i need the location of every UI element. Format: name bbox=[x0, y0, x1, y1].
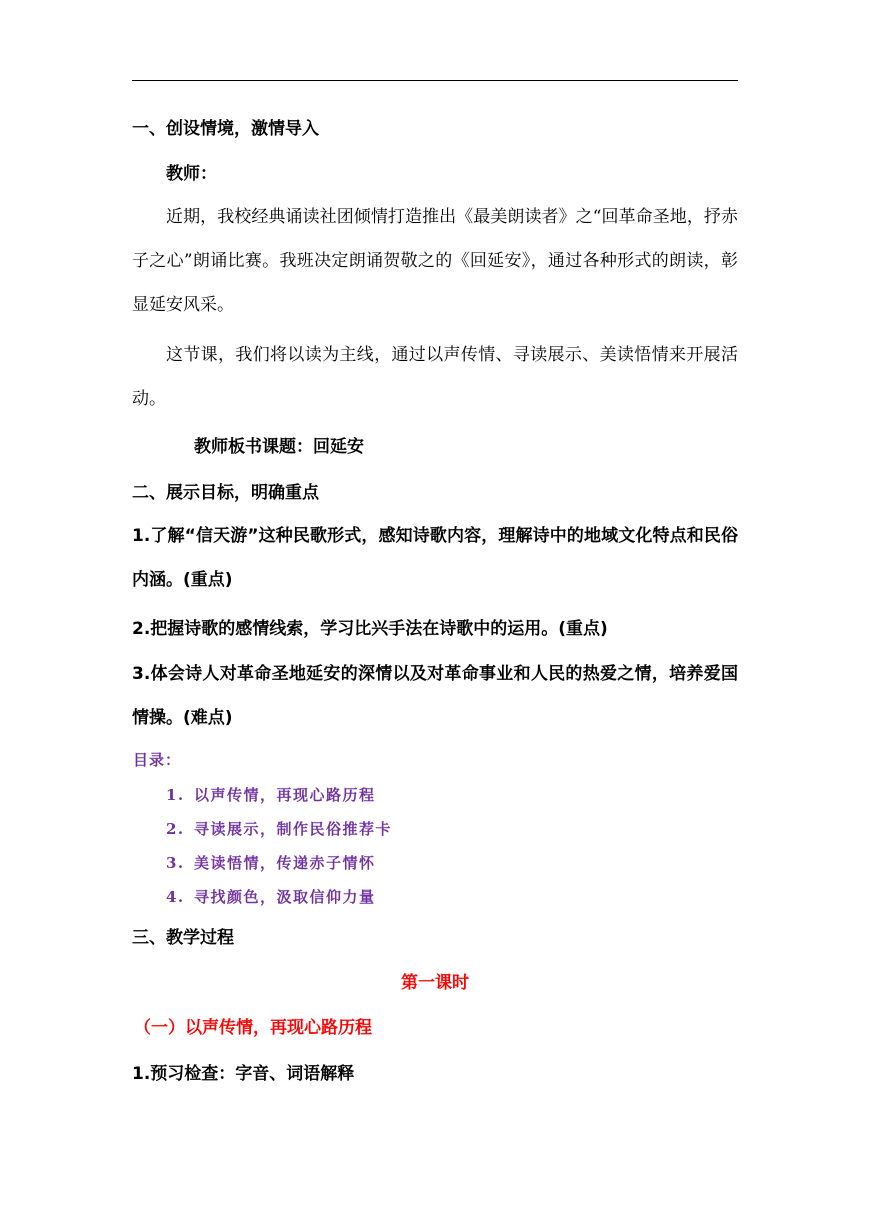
goal-1: 1.了解“信天游”这种民歌形式，感知诗歌内容，理解诗中的地域文化特点和民俗内涵。(重点) bbox=[132, 526, 738, 590]
toc-title: 目录： bbox=[133, 751, 182, 769]
toc-item-number: 3. bbox=[166, 854, 185, 872]
speaker-label: 教师： bbox=[166, 164, 217, 184]
section3-heading: 三、教学过程 bbox=[132, 928, 234, 948]
step1-heading: 1.预习检查：字音、词语解释 bbox=[132, 1064, 355, 1084]
intro-paragraph: 近期，我校经典诵读社团倾情打造推出《最美朗读者》之“回革命圣地，抒赤子之心”朗诵比赛。我班决定朗诵贺敬之的《回延安》，通过各种形式的朗读，彰显延安风采。 bbox=[132, 207, 738, 315]
lesson-title: 第一课时 bbox=[401, 973, 469, 993]
board-title: 教师板书课题：回延安 bbox=[194, 437, 364, 457]
goal-3: 3.体会诗人对革命圣地延安的深情以及对革命事业和人民的热爱之情，培养爱国情操。(难点) bbox=[132, 664, 738, 728]
toc-item-number: 2. bbox=[166, 820, 185, 838]
toc-item[interactable] bbox=[166, 852, 392, 886]
toc-item-label: 寻找颜色，汲取信仰力量 bbox=[194, 888, 376, 906]
toc-item-label: 以声传情，再现心路历程 bbox=[194, 786, 376, 804]
toc-item[interactable] bbox=[166, 784, 392, 818]
toc-item-label: 寻读展示，制作民俗推荐卡 bbox=[194, 820, 393, 838]
goal-2: 2.把握诗歌的感情线索，学习比兴手法在诗歌中的运用。(重点) bbox=[132, 619, 608, 639]
section1-heading: 一、创设情境，激情导入 bbox=[132, 119, 319, 139]
toc-item-label: 美读悟情，传递赤子情怀 bbox=[194, 854, 376, 872]
toc-item[interactable] bbox=[166, 886, 392, 920]
toc-list bbox=[166, 784, 392, 920]
part1-heading: （一）以声传情，再现心路历程 bbox=[134, 1018, 372, 1038]
toc-item-number: 4. bbox=[166, 888, 185, 906]
lesson-plan-paragraph: 这节课，我们将以读为主线，通过以声传情、寻读展示、美读悟情来开展活动。 bbox=[132, 345, 738, 409]
section2-heading: 二、展示目标，明确重点 bbox=[132, 483, 319, 503]
page-header-rule bbox=[132, 80, 738, 81]
toc-item-number: 1. bbox=[166, 786, 185, 804]
toc-item[interactable] bbox=[166, 818, 392, 852]
